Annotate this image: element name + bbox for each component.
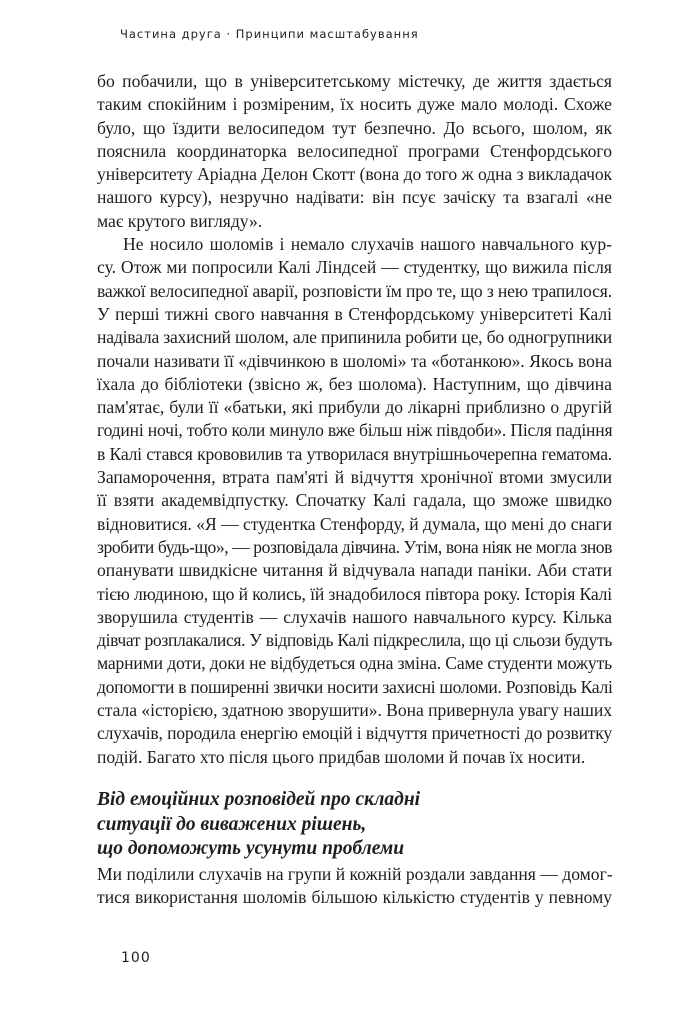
- text-line: зробити будь-що», — розповідала дівчина. Утім, вона ніяк не могла знов: [97, 536, 612, 557]
- text-line: пам'ятає, були її «батьки, які прибули до лікарні приблизно о другій: [97, 397, 612, 418]
- text-line: подій. Багато хто після цього придбав шоломи й почав їх носити.: [97, 746, 586, 767]
- text-line: відновитися. «Я — студентка Стенфорду, й думала, що мені до снаги: [97, 513, 612, 534]
- heading-line: що допоможуть усунути проблеми: [97, 838, 405, 859]
- text-line: Ми поділили слухачів на групи й кожній роздали завдання — домог-: [97, 864, 613, 884]
- text-line: її взяти академвідпустку. Спочатку Калі гадала, що зможе швидко: [97, 490, 612, 511]
- text-line: надівала захисний шолом, але припинила робити це, бо одногрупники: [97, 327, 612, 348]
- text-line: важкої велосипедної аварії, розповісти їм про те, що з нею трапилося.: [97, 280, 612, 301]
- text-line: тися використання шоломів більшою кількістю студентів у певному: [97, 887, 612, 908]
- final-paragraph: [97, 863, 612, 910]
- heading-line: ситуації до виважених рішень,: [97, 813, 367, 835]
- text-line: У перші тижні свого навчання в Стенфордському університеті Калі: [97, 303, 612, 324]
- text-line: стала «історією, здатною зворушити». Вона привернула увагу наших: [97, 700, 612, 721]
- section-heading: [97, 788, 612, 862]
- text-line: опанувати швидкісне читання й відчувала напади паніки. Аби стати: [97, 560, 612, 581]
- heading-line: Від емоційних розповідей про складні: [97, 789, 421, 810]
- text-line: слухачів, породила енергію емоцій і відчуття причетності до розвитку: [97, 723, 612, 744]
- page-number: 100: [121, 950, 151, 966]
- text-line: таким спокійним і розміреним, їх носить дуже мало молоді. Схоже: [97, 94, 612, 115]
- text-line: марними доти, доки не відбудеться одна зміна. Саме студенти можуть: [97, 653, 612, 674]
- text-line: допомогти в поширенні звички носити захисні шоломи. Розповідь Калі: [97, 676, 613, 697]
- text-line: почали називати її «дівчинкою в шоломі» та «ботанкою». Якось вона: [97, 350, 612, 371]
- text-line: нашого курсу), незручно надівати: він псує зачіску та взагалі «не: [97, 187, 612, 208]
- text-line: було, що їздити велосипедом тут безпечно. До всього, шолом, як: [97, 117, 612, 138]
- text-line: Не носило шоломів і немало слухачів нашого навчального кур-: [123, 234, 612, 255]
- text-line: університету Аріадна Делон Скотт (вона до того ж одна з викладачок: [97, 164, 612, 185]
- text-line: їхала до бібліотеки (звісно ж, без шолома). Наступним, що дівчина: [97, 373, 612, 394]
- text-line: має крутого вигляду».: [97, 210, 263, 231]
- body-text: [97, 70, 612, 769]
- text-line: пояснила координаторка велосипедної програми Стенфордського: [97, 140, 612, 161]
- running-head: Частина друга · Принципи масштабування: [120, 27, 419, 41]
- text-line: Запаморочення, втрата пам'яті й відчуття хронічної втоми змусили: [97, 467, 612, 488]
- text-line: тією людиною, що й колись, їй знадобилося півтора року. Історія Калі: [97, 583, 612, 604]
- text-line: в Калі стався крововилив та утворилася внутрішньочерепна гематома.: [97, 443, 612, 464]
- text-line: бо побачили, що в університетському містечку, де життя здається: [97, 71, 612, 91]
- text-line: су. Отож ми попросили Калі Ліндсей — студентку, що вижила після: [97, 257, 612, 278]
- text-line: зворушила студентів — слухачів нашого навчального курсу. Кілька: [97, 606, 612, 627]
- text-line: дівчат розплакалися. У відповідь Калі підкреслила, що ці сльози будуть: [97, 630, 612, 651]
- text-line: годині ночі, тобто коли минуло вже більш ніж півдоби». Після падіння: [97, 420, 613, 441]
